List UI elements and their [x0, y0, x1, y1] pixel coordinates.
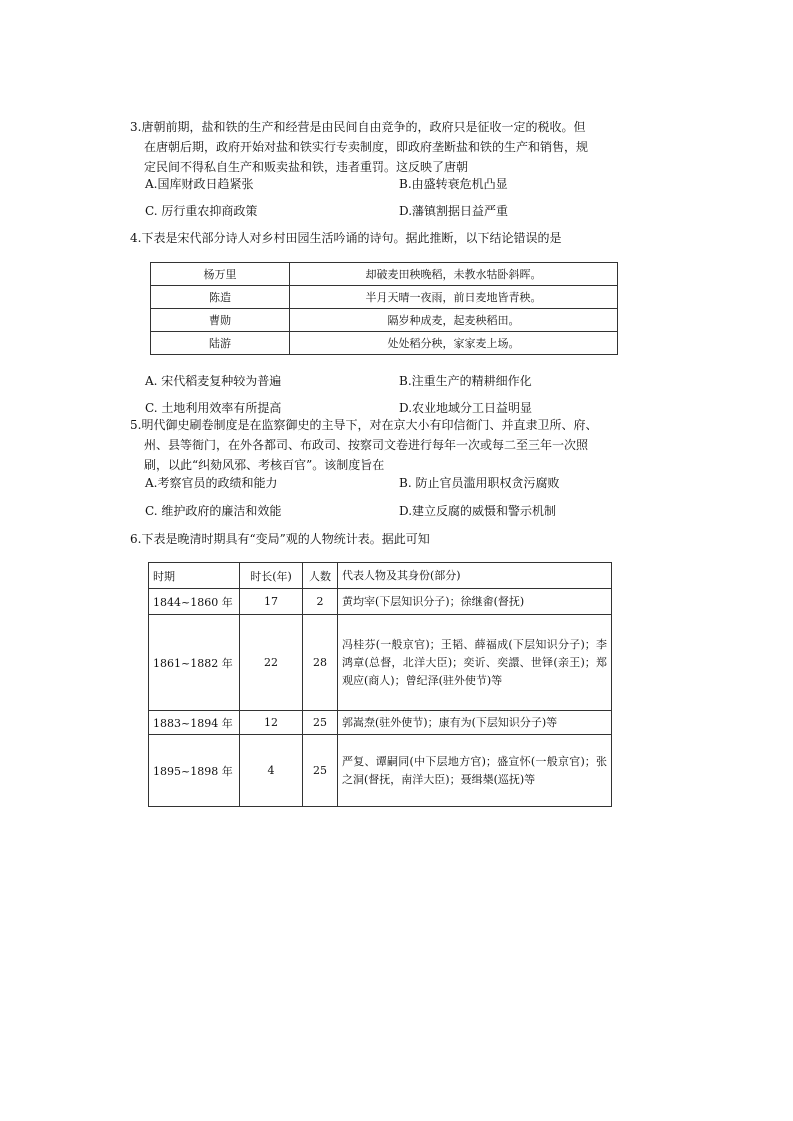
people-cell: 严复、谭嗣同(中下层地方官)；盛宣怀(一般京官)；张之洞(督抚，南洋大臣)；聂缉椝(巡抚)等 — [338, 735, 612, 807]
q5-option-a[interactable]: A.考察官员的政绩和能力 — [145, 476, 278, 490]
q4-stem-text: 4.下表是宋代部分诗人对乡村田园生活吟诵的诗句。据此推断，以下结论错误的是 — [130, 231, 562, 245]
question-5-stem — [130, 415, 650, 475]
q3-line-2: 在唐朝后期，政府开始对盐和铁实行专卖制度，即政府垄断盐和铁的生产和销售，规 — [144, 140, 589, 154]
table-row — [149, 711, 612, 735]
q3-option-a[interactable]: A.国库财政日趋紧张 — [145, 177, 254, 191]
header-people: 代表人物及其身份(部分) — [338, 563, 612, 589]
header-period: 时期 — [149, 563, 240, 589]
q5-line-1: 5.明代御史刷卷制度是在监察御史的主导下，对在京大小有印信衙门、并直隶卫所、府、 — [130, 418, 598, 432]
people-cell: 黄均宰(下层知识分子)；徐继畬(督抚) — [338, 589, 612, 615]
q5-option-b[interactable]: B. 防止官员滥用职权贪污腐败 — [399, 476, 560, 490]
question-6-stem — [130, 529, 650, 549]
table-row — [149, 615, 612, 711]
q6-stem-text: 6.下表是晚清时期具有“变局”观的人物统计表。据此可知 — [130, 532, 430, 546]
poem-table — [150, 262, 618, 355]
header-years: 时长(年) — [240, 563, 303, 589]
table-row — [149, 735, 612, 807]
count-cell: 28 — [303, 615, 338, 711]
table-row — [151, 286, 618, 309]
q5-line-3: 刷，以此“纠劾风邪、考核百官”。该制度旨在 — [144, 458, 385, 472]
q3-option-b[interactable]: B.由盛转衰危机凸显 — [399, 177, 508, 191]
period-cell: 1844~1860 年 — [149, 589, 240, 615]
q3-line-3: 定民间不得私自生产和贩卖盐和铁，违者重罚。这反映了唐朝 — [144, 160, 469, 174]
years-cell: 17 — [240, 589, 303, 615]
table-row — [151, 309, 618, 332]
poet-cell: 陈造 — [151, 286, 290, 309]
q4-option-b[interactable]: B.注重生产的精耕细作化 — [399, 374, 532, 388]
poem-cell: 半月天晴一夜雨，前日麦地皆青秧。 — [290, 286, 618, 309]
header-count: 人数 — [303, 563, 338, 589]
poet-cell: 曹勋 — [151, 309, 290, 332]
q4-option-d[interactable]: D.农业地域分工日益明显 — [399, 401, 533, 415]
q5-line-2: 州、县等衙门，在外各都司、布政司、按察司文卷进行每年一次或每二至三年一次照 — [144, 438, 589, 452]
poem-cell: 处处稻分秧，家家麦上场。 — [290, 332, 618, 355]
question-4-stem — [130, 228, 650, 248]
q3-option-d[interactable]: D.藩镇割据日益严重 — [399, 204, 509, 218]
count-cell: 2 — [303, 589, 338, 615]
poem-cell: 隔岁种成麦，起麦秧稻田。 — [290, 309, 618, 332]
q3-line-1: 3.唐朝前期，盐和铁的生产和经营是由民间自由竞争的，政府只是征收一定的税收。但 — [130, 120, 586, 134]
q3-option-c[interactable]: C. 厉行重农抑商政策 — [145, 204, 258, 218]
table-row — [151, 263, 618, 286]
period-cell: 1895~1898 年 — [149, 735, 240, 807]
q4-option-a[interactable]: A. 宋代稻麦复种较为普遍 — [145, 374, 282, 388]
poet-cell: 杨万里 — [151, 263, 290, 286]
q5-option-c[interactable]: C. 维护政府的廉洁和效能 — [145, 504, 282, 518]
q5-option-d[interactable]: D.建立反腐的威慑和警示机制 — [399, 504, 557, 518]
count-cell: 25 — [303, 711, 338, 735]
people-cell: 郭嵩焘(驻外使节)；康有为(下层知识分子)等 — [338, 711, 612, 735]
years-cell: 4 — [240, 735, 303, 807]
q4-option-c[interactable]: C. 土地利用效率有所提高 — [145, 401, 282, 415]
table-header-row — [149, 563, 612, 589]
years-cell: 12 — [240, 711, 303, 735]
table-row — [151, 332, 618, 355]
people-cell: 冯桂芬(一般京官)；王韬、薛福成(下层知识分子)；李鸿章(总督，北洋大臣)；奕䜣、奕譞、世铎(亲王)；郑观应(商人)；曾纪泽(驻外使节)等 — [338, 615, 612, 711]
table-row — [149, 589, 612, 615]
poem-cell: 却破麦田秧晚稻，未教水牯卧斜晖。 — [290, 263, 618, 286]
period-cell: 1861~1882 年 — [149, 615, 240, 711]
question-3-stem — [130, 117, 650, 177]
years-cell: 22 — [240, 615, 303, 711]
late-qing-table — [148, 562, 612, 807]
poet-cell: 陆游 — [151, 332, 290, 355]
period-cell: 1883~1894 年 — [149, 711, 240, 735]
count-cell: 25 — [303, 735, 338, 807]
